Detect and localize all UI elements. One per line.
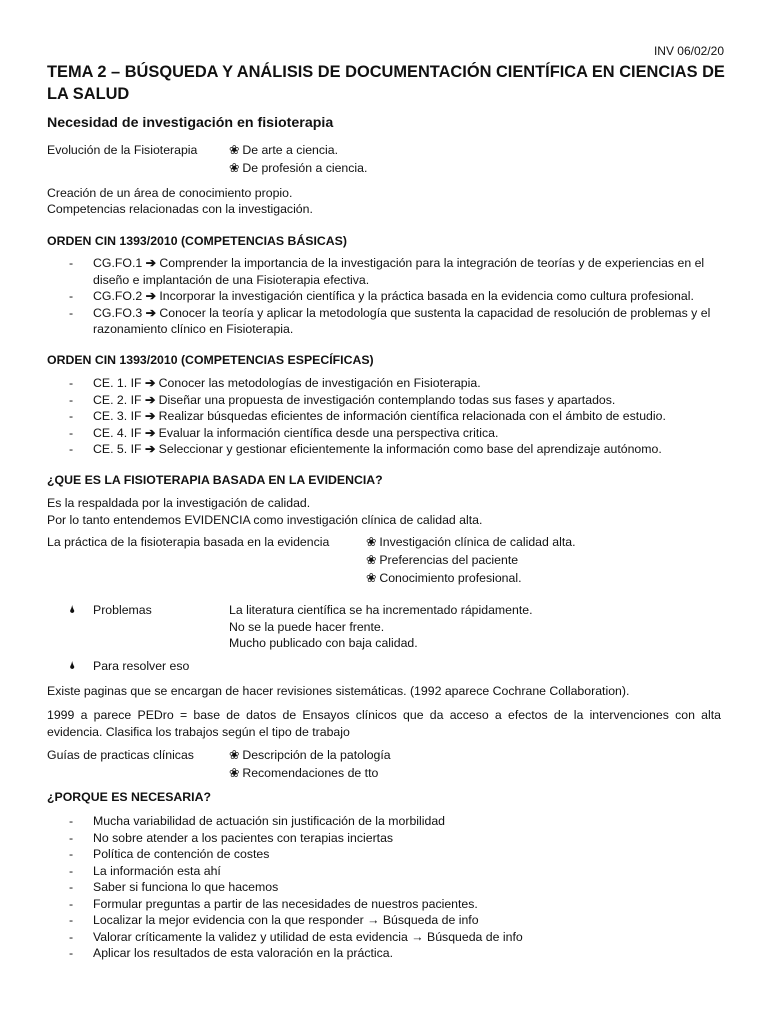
arrow-right-icon: ➔ xyxy=(144,392,156,407)
section-heading: Necesidad de investigación en fisioterapia xyxy=(47,115,334,131)
practica-item: ❀ Preferencias del paciente xyxy=(366,553,519,567)
list-item: - CG.FO.1 ➔ Comprender la importancia de la investigación para la integración de teorías y de experiencias en el diseño e implantación de una Fisioterapia efectiva. xyxy=(69,256,705,287)
flower-bullet-icon: ❀ xyxy=(229,748,240,762)
paragraph: Creación de un área de conocimiento propio. xyxy=(47,186,293,200)
page-title: TEMA 2 – BÚSQUEDA Y ANÁLISIS DE DOCUMENTACIÓN CIENTÍFICA EN CIENCIAS DE LA SALUD xyxy=(47,63,725,103)
list-item: - Localizar la mejor evidencia con la que responder → Búsqueda de info xyxy=(69,913,479,927)
evolucion-item: ❀ De arte a ciencia. xyxy=(229,143,339,157)
evolucion-item: ❀ De profesión a ciencia. xyxy=(229,161,368,175)
resolver-label: Para resolver eso xyxy=(93,659,190,673)
practica-item: ❀ Conocimiento profesional. xyxy=(366,571,522,585)
list-item: - La información esta ahí xyxy=(69,863,221,878)
problemas-item: Mucho publicado con baja calidad. xyxy=(229,636,418,650)
porque-heading: ¿PORQUE ES NECESARIA? xyxy=(47,790,211,804)
flower-bullet-icon: ❀ xyxy=(366,553,377,567)
especificas-heading: ORDEN CIN 1393/2010 (COMPETENCIAS ESPECÍFICAS) xyxy=(47,353,374,367)
list-item: - CE. 1. IF ➔ Conocer las metodologías de investigación en Fisioterapia. xyxy=(69,376,481,390)
list-item: - Mucha variabilidad de actuación sin justificación de la morbilidad xyxy=(69,814,446,828)
evidencia-heading: ¿QUE ES LA FISIOTERAPIA BASADA EN LA EVIDENCIA? xyxy=(47,473,383,487)
problemas-item: La literatura científica se ha incrementado rápidamente. xyxy=(229,603,533,617)
list-item: - CG.FO.3 ➔ Conocer la teoría y aplicar la metodología que sustenta la capacidad de resolución de problemas y el razonamiento clínico en Fisioterapia. xyxy=(69,305,711,336)
basicas-list xyxy=(47,255,727,338)
list-item: - Saber si funciona lo que hacemos xyxy=(69,880,279,894)
arrow-right-icon: ➔ xyxy=(144,425,156,440)
arrow-right-icon: ➔ xyxy=(144,376,156,390)
list-item: - CE. 5. IF ➔ Seleccionar y gestionar eficientemente la información como base del aprendizaje autónomo. xyxy=(69,442,662,456)
especificas-list xyxy=(47,375,727,458)
list-item: - No sobre atender a los pacientes con terapias inciertas xyxy=(69,830,394,845)
arrow-right-icon: ➔ xyxy=(144,442,156,456)
paragraph: 1999 a parece PEDro = base de datos de Ensayos clínicos que da acceso a efectos de la intervenciones con alta evidencia. Clasifica los trabajos según el tipo de trabajo xyxy=(47,708,721,739)
flower-bullet-icon: ❀ xyxy=(229,161,240,175)
problemas-item: No se la puede hacer frente. xyxy=(229,620,385,634)
paragraph: Competencias relacionadas con la investigación. xyxy=(47,202,313,216)
list-item: - Valorar críticamente la validez y utilidad de esta evidencia → Búsqueda de info xyxy=(69,929,523,944)
basicas-heading: ORDEN CIN 1393/2010 (COMPETENCIAS BÁSICAS) xyxy=(47,234,347,248)
paragraph: Por lo tanto entendemos EVIDENCIA como investigación clínica de calidad alta. xyxy=(47,513,483,527)
list-item: - CE. 4. IF ➔ Evaluar la información científica desde una perspectiva critica. xyxy=(69,425,499,440)
list-item: - Política de contención de costes xyxy=(69,847,270,861)
guias-item: ❀ Recomendaciones de tto xyxy=(229,766,379,780)
drop-bullet-icon: 🌢 xyxy=(69,660,76,672)
guias-item: ❀ Descripción de la patología xyxy=(229,748,391,762)
guias-label: Guías de practicas clínicas xyxy=(47,748,194,762)
list-item: - CG.FO.2 ➔ Incorporar la investigación científica y la práctica basada en la evidencia como cultura profesional. xyxy=(69,289,694,303)
drop-bullet-icon: 🌢 xyxy=(69,604,76,616)
paragraph: Es la respaldada por la investigación de calidad. xyxy=(47,496,311,510)
list-item: - Formular preguntas a partir de las necesidades de nuestros pacientes. xyxy=(69,896,478,911)
arrow-right-icon: ➔ xyxy=(145,256,156,270)
list-item: - CE. 3. IF ➔ Realizar búsquedas eficientes de información científica relacionada con el ámbito de estudio. xyxy=(69,409,666,423)
document-ref: INV 06/02/20 xyxy=(653,44,724,58)
problemas-label: Problemas xyxy=(93,603,152,617)
flower-bullet-icon: ❀ xyxy=(229,766,240,780)
paragraph: Existe paginas que se encargan de hacer revisiones sistemáticas. (1992 aparece Cochrane Collaboration). xyxy=(47,684,630,698)
practica-label: La práctica de la fisioterapia basada en la evidencia xyxy=(47,535,330,549)
evolucion-label: Evolución de la Fisioterapia xyxy=(47,143,198,157)
flower-bullet-icon: ❀ xyxy=(229,143,240,157)
arrow-right-icon: ➔ xyxy=(145,305,156,320)
flower-bullet-icon: ❀ xyxy=(366,571,377,585)
list-item: - CE. 2. IF ➔ Diseñar una propuesta de investigación contemplando todas sus fases y apartados. xyxy=(69,392,616,407)
practica-item: ❀ Investigación clínica de calidad alta. xyxy=(366,535,576,549)
list-item: - Aplicar los resultados de esta valoración en la práctica. xyxy=(69,946,394,960)
flower-bullet-icon: ❀ xyxy=(366,535,377,549)
arrow-right-icon: ➔ xyxy=(144,409,156,423)
arrow-right-icon: ➔ xyxy=(145,289,156,303)
porque-list xyxy=(47,813,727,962)
